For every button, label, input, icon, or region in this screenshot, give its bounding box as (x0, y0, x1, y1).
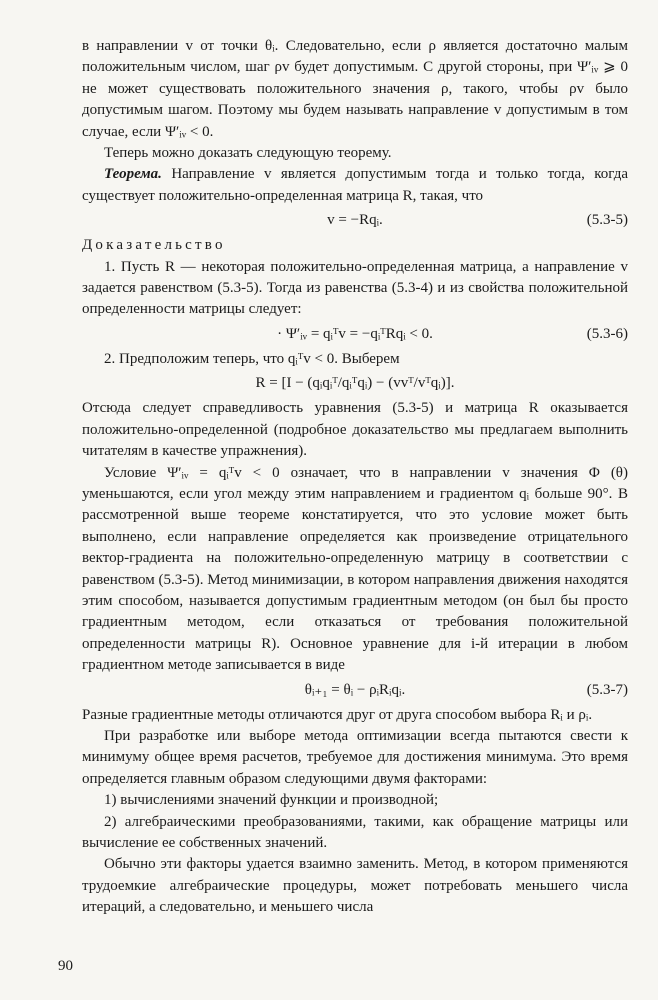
paragraph-methods-differ: Разные градиентные методы отличаются друг от друга способом выбора Rᵢ и ρᵢ. (82, 706, 593, 723)
equation-number: (5.3-6) (586, 325, 628, 342)
list-item-factor-1: 1) вычислениями значений функции и производной; (104, 792, 439, 809)
theorem-label: Теорема. (104, 166, 162, 183)
equation-number: (5.3-5) (586, 212, 628, 229)
equation-number: (5.3-7) (586, 681, 628, 698)
equation-matrix-r (82, 373, 628, 395)
equation-5-3-5 (82, 210, 628, 232)
paragraph-proof-2: 2. Предположим теперь, что qᵢᵀv < 0. Выберем (104, 350, 400, 367)
paragraph-proof-conclusion: Отсюда следует справедливость уравнения (5.3-5) и матрица R оказывается положительно-определенной (подробное доказательство мы предлагаем выполнить читателям в качестве упражнения). (82, 400, 628, 460)
paragraph-optimization-time: При разработке или выборе метода оптимизации всегда пытаются свести к минимуму общее время расчетов, требуемое для достижения минимума. Это время определяется главным образом следующими двумя факторами: (82, 727, 628, 787)
theorem-statement (82, 164, 628, 207)
proof-heading: Доказательство (82, 237, 226, 254)
page-number: 90 (58, 958, 73, 974)
page-body (82, 36, 628, 919)
paragraph-proof-1: 1. Пусть R — некоторая положительно-определенная матрица, а направление v задается равенством (5.3-5). Тогда из равенства (5.3-4) и из свойства положительной определенности матрицы следует: (82, 258, 628, 318)
equation-formula: R = [I − (qᵢqᵢᵀ/qᵢᵀqᵢ) − (vvᵀ/vᵀqᵢ)]. (255, 375, 455, 392)
equation-5-3-7 (82, 680, 628, 702)
equation-formula: v = −Rqᵢ. (327, 212, 383, 229)
paragraph-feasible-direction: в направлении v от точки θᵢ. Следовательно, если ρ является достаточно малым положительным числом, шаг ρv будет допустимым. С другой стороны, при Ψ′ᵢᵥ ⩾ 0 не может существовать положительного значения ρ, такого, чтобы ρv было допустимым шагом. Поэтому мы будем называть направление v допустимым в том случае, если Ψ′ᵢᵥ < 0. (82, 38, 628, 140)
theorem-text: Направление v является допустимым тогда и только тогда, когда существует положительно-определенная матрица R, такая, что (82, 166, 629, 204)
paragraph-intro-theorem: Теперь можно доказать следующую теорему. (104, 145, 392, 162)
equation-formula: · Ψ′ᵢᵥ = qᵢᵀv = −qᵢᵀRqᵢ < 0. (277, 325, 433, 342)
list-item-factor-2: 2) алгебраическими преобразованиями, такими, как обращение матрицы или вычисление ее собственных значений. (82, 813, 628, 851)
paragraph-tradeoff: Обычно эти факторы удается взаимно заменить. Метод, в котором применяются трудоемкие алгебраические процедуры, может потребовать меньшего числа итераций, а следовательно, и меньшего числа (82, 856, 628, 916)
equation-formula: θᵢ₊₁ = θᵢ − ρᵢRᵢqᵢ. (304, 681, 406, 698)
equation-5-3-6 (82, 324, 628, 346)
paragraph-gradient-method: Условие Ψ′ᵢᵥ = qᵢᵀv < 0 означает, что в направлении v значения Φ (θ) уменьшаются, если угол между этим направлением и градиентом qᵢ больше 90°. В рассмотренной выше теореме констатируется, что это условие может быть выполнено, если направление определяется как произведение отрицательного вектор-градиента на положительно-определенную матрицу в соответствии с равенством (5.3-5). Метод минимизации, в котором направления движения находятся этим способом, называется допустимым градиентным методом (он был бы просто градиентным методом, если отказаться от требования положительной определенности матрицы R). Основное уравнение для i-й итерации в любом градиентном методе записывается в виде (82, 464, 628, 674)
